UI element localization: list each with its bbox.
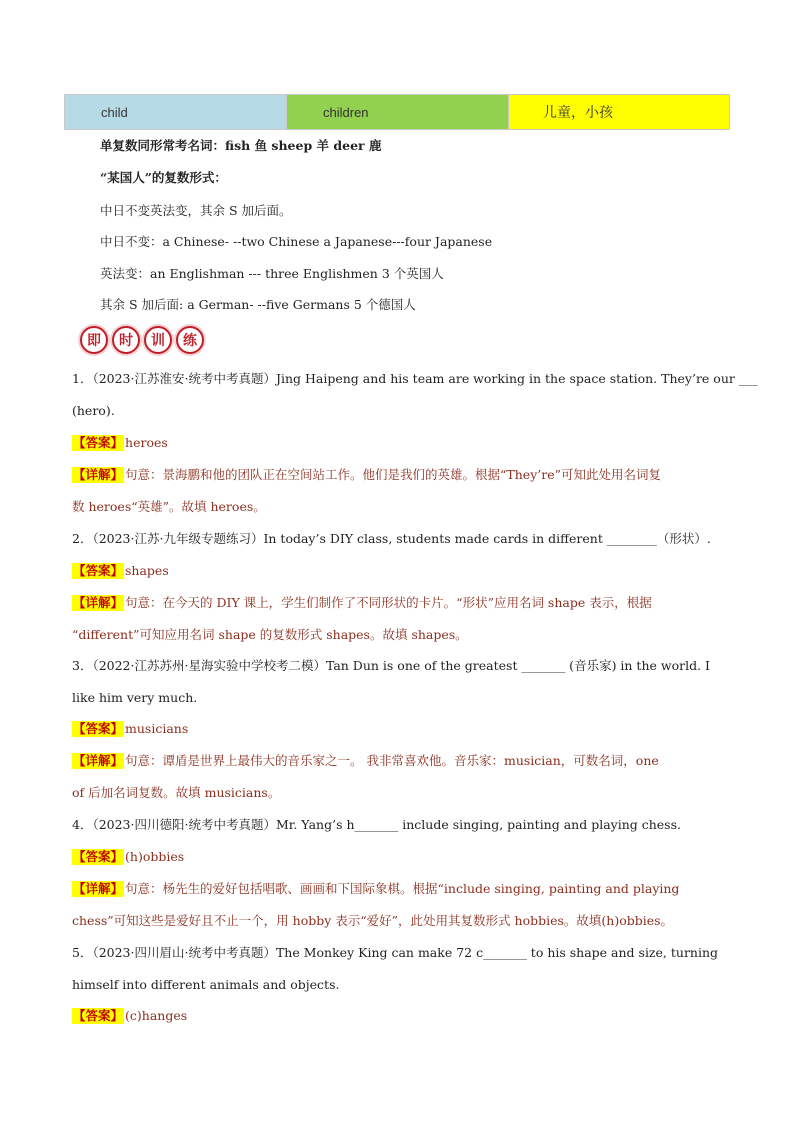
detail-2-line1: [72, 595, 652, 611]
detail-label: 【详解】: [73, 753, 124, 768]
singular-cell: child: [65, 95, 287, 129]
meaning-cell: 儿童，小孩: [509, 95, 729, 129]
practice-stamp: [78, 322, 214, 358]
answer-label: 【答案】: [73, 1008, 124, 1023]
detail-label: 【详解】: [73, 881, 124, 896]
stamp-char: 即: [80, 326, 108, 354]
stamp-char: 时: [112, 326, 140, 354]
rule-chinese-japanese: 中日不变：a Chinese- --two Chinese a Japanese---four Japanese: [100, 234, 493, 249]
detail-label: 【详解】: [73, 595, 124, 610]
question-5-line1: 5．（2023·四川眉山·统考中考真题）The Monkey King can make 72 c_______ to his shape and size, turning: [72, 945, 719, 960]
plural-cell: children: [287, 95, 509, 129]
same-form-note: 单复数同形常考名词：fish 鱼 sheep 羊 deer 鹿: [100, 138, 382, 153]
plural-table-row: [64, 94, 730, 130]
question-4-line1: 4．（2023·四川德阳·统考中考真题）Mr. Yang’s h_______ include singing, painting and playing chess.: [72, 817, 681, 832]
answer-3: [72, 721, 188, 737]
answer-label: 【答案】: [73, 563, 124, 578]
answer-text: (h)obbies: [125, 849, 185, 864]
question-3-line2: like him very much.: [72, 690, 198, 705]
rule-others: 其余 S 加后面: a German- --five Germans 5 个德国人: [100, 297, 416, 312]
detail-text: 句意：在今天的 DIY 课上，学生们制作了不同形状的卡片。“形状”应用名词 shape 表示，根据: [125, 595, 652, 610]
nationality-title: “某国人”的复数形式：: [100, 170, 227, 185]
detail-2-line2: “different”可知应用名词 shape 的复数形式 shapes。故填 shapes。: [72, 627, 468, 642]
rule-summary: 中日不变英法变，其余 S 加后面。: [100, 203, 292, 218]
detail-text: 句意：杨先生的爱好包括唱歌、画画和下国际象棋。根据“include singing, painting and playing: [125, 881, 680, 896]
detail-1-line2: 数 heroes“英雄”。故填 heroes。: [72, 499, 266, 514]
answer-5: [72, 1008, 187, 1024]
detail-label: 【详解】: [73, 467, 124, 482]
detail-4-line1: [72, 881, 679, 897]
question-1-line2: (hero).: [72, 403, 115, 418]
answer-2: [72, 563, 169, 579]
answer-label: 【答案】: [73, 721, 124, 736]
answer-1: [72, 435, 168, 451]
detail-3-line2: of 后加名词复数。故填 musicians。: [72, 785, 281, 800]
answer-text: heroes: [125, 435, 168, 450]
detail-text: 句意：谭盾是世界上最伟大的音乐家之一。 我非常喜欢他。音乐家：musician，可数名词，one: [125, 753, 659, 768]
detail-4-line2: chess”可知这些是爱好且不止一个，用 hobby 表示“爱好”，此处用其复数形式 hobbies。故填(h)obbies。: [72, 913, 674, 928]
detail-3-line1: [72, 753, 659, 769]
answer-text: musicians: [125, 721, 189, 736]
question-5-line2: himself into different animals and objects.: [72, 977, 340, 992]
question-3-line1: 3．（2022·江苏苏州·星海实验中学校考二模）Tan Dun is one of the greatest _______ (音乐家) in the world. I: [72, 658, 710, 673]
question-2-line1: 2．（2023·江苏·九年级专题练习）In today’s DIY class, students made cards in different ________（形状）.: [72, 531, 711, 546]
stamp-char: 练: [176, 326, 204, 354]
rule-english-french: 英法变：an Englishman --- three Englishmen 3 个英国人: [100, 266, 444, 281]
stamp-char: 训: [144, 326, 172, 354]
answer-4: [72, 849, 184, 865]
detail-1-line1: [72, 467, 661, 483]
answer-text: shapes: [125, 563, 169, 578]
answer-text: (c)hanges: [125, 1008, 188, 1023]
detail-text: 句意：景海鹏和他的团队正在空间站工作。他们是我们的英雄。根据“They’re”可知此处用名词复: [125, 467, 661, 482]
answer-label: 【答案】: [73, 849, 124, 864]
answer-label: 【答案】: [73, 435, 124, 450]
question-1-line1: 1．（2023·江苏淮安·统考中考真题）Jing Haipeng and his team are working in the space station. They’re our ___: [72, 371, 758, 386]
